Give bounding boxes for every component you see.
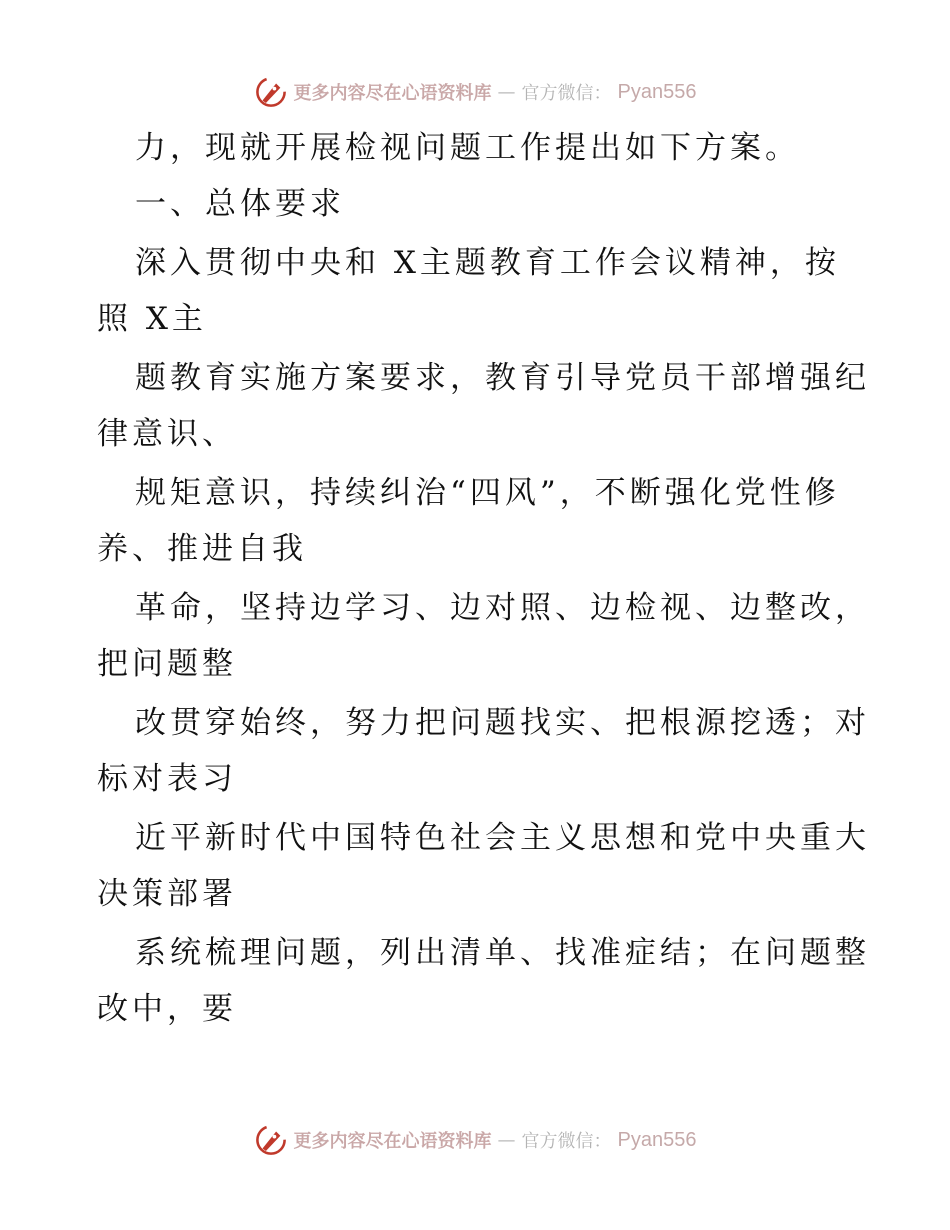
body-line: 改贯穿始终，努力把问题找实、把根源挖透；对: [135, 705, 870, 741]
footer-watermark: [0, 1120, 950, 1160]
header-watermark: [0, 72, 950, 112]
document-body: [97, 120, 870, 1037]
watermark-dash: —: [497, 1129, 516, 1151]
body-line: 近平新时代中国特色社会主义思想和党中央重大: [135, 820, 870, 856]
body-line: 养、推进自我: [97, 531, 307, 567]
body-line: 系统梳理问题，列出清单、找准症结；在问题整: [135, 935, 870, 971]
body-line: 题教育实施方案要求，教育引导党员干部增强纪: [135, 360, 870, 396]
watermark-wechat-label: 官方微信：: [521, 83, 612, 104]
watermark-site-text: 更多内容尽在心语资料库: [293, 83, 492, 104]
pen-nib-logo-icon: [254, 1123, 288, 1157]
body-line: 革命，坚持边学习、边对照、边检视、边整改，: [135, 590, 870, 626]
body-line: 深入贯彻中央和 X主题教育工作会议精神，按: [135, 245, 840, 281]
watermark-wechat-id: Pyan556: [617, 1128, 697, 1151]
body-line: 照 X主: [97, 301, 207, 337]
body-line: 力，现就开展检视问题工作提出如下方案。: [135, 130, 800, 166]
body-line: 律意识、: [97, 416, 237, 452]
watermark-wechat-label: 官方微信：: [521, 1131, 612, 1152]
body-line: 标对表习: [97, 761, 237, 797]
pen-nib-logo-icon: [254, 75, 288, 109]
watermark-wechat-id: Pyan556: [617, 80, 697, 103]
body-line: 决策部署: [97, 876, 237, 912]
watermark-dash: —: [497, 81, 516, 103]
section-heading: 一、总体要求: [135, 186, 345, 222]
body-line: 把问题整: [97, 646, 237, 682]
body-line: 规矩意识，持续纠治“四风”，不断强化党性修: [135, 475, 840, 511]
watermark-site-text: 更多内容尽在心语资料库: [293, 1131, 492, 1152]
body-line: 改中，要: [97, 991, 237, 1027]
